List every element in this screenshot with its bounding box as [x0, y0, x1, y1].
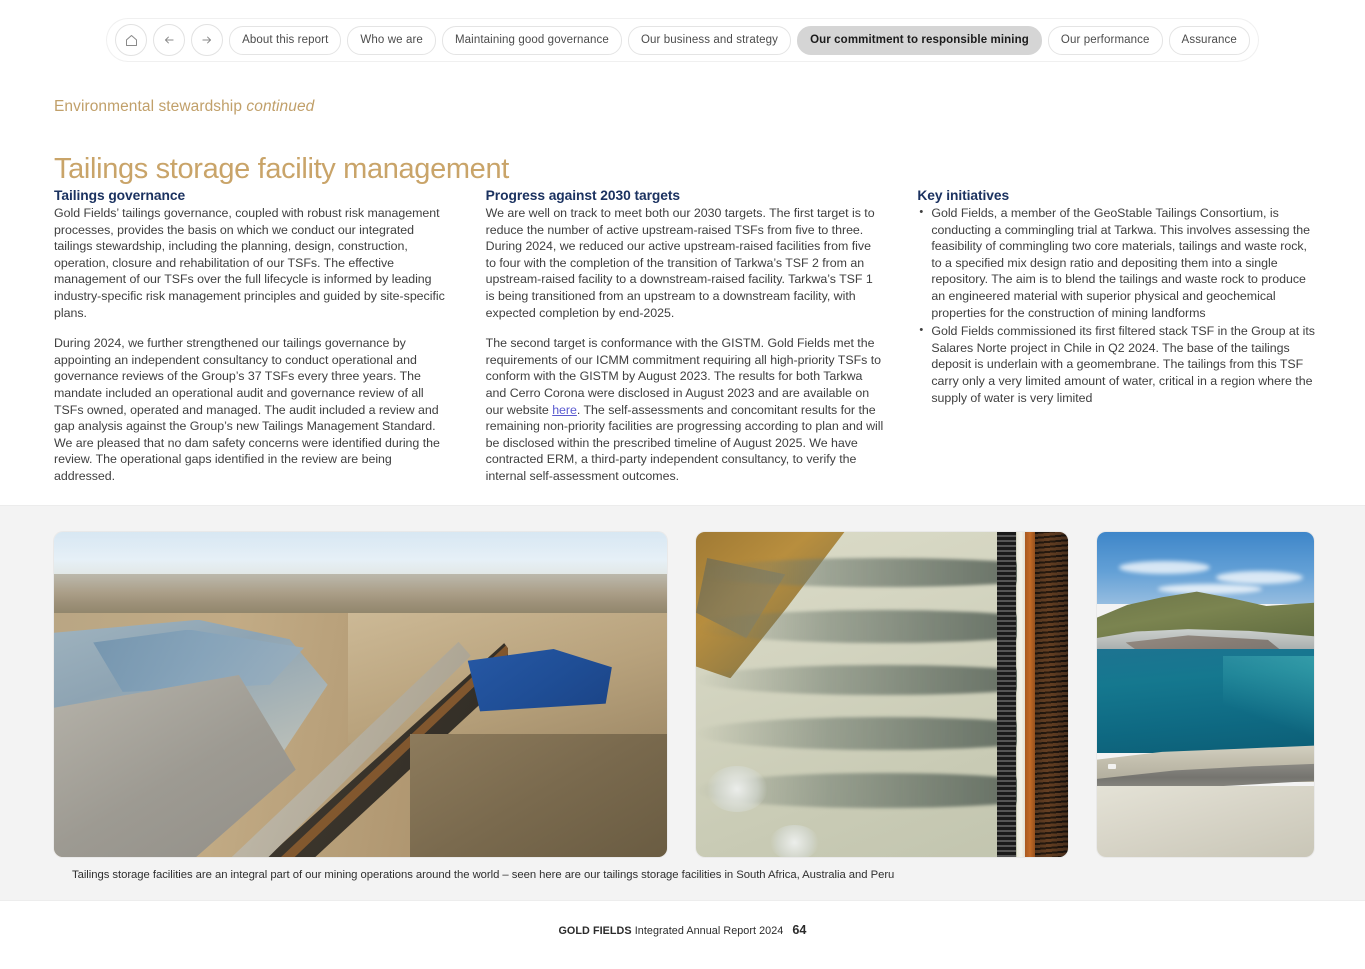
nav-tab-who-we-are[interactable]: Who we are: [347, 26, 436, 55]
footer-text: [558, 923, 806, 937]
home-button[interactable]: [115, 24, 147, 56]
photo1-atmospheric-haze: [54, 532, 667, 857]
tailings-governance-paragraph-1: Gold Fields’ tailings governance, coupled with robust risk management processes, provides the basis on which we conduct our integrated tailings stewardship, including the planning, design, construction, operation, closure and rehabilitation of our TSFs. The effective management of our TSFs over the full lifecycle is informed by leading industry-specific risk management principles and guided by site-specific plans.: [54, 206, 445, 320]
nav-tab-assurance[interactable]: Assurance: [1169, 26, 1250, 55]
photo-australia-tailings: [696, 532, 1068, 857]
back-button[interactable]: [153, 24, 185, 56]
section-kicker-continued: continued: [246, 98, 315, 115]
arrow-left-icon: [162, 33, 176, 47]
column-heading-tailings-governance: Tailings governance: [54, 188, 186, 203]
nav-tab-maintaining-good-governance[interactable]: Maintaining good governance: [442, 26, 622, 55]
section-kicker: [54, 98, 314, 116]
page-title: Tailings storage facility management: [54, 153, 509, 185]
nav-pill-group: [107, 19, 1258, 61]
top-navigation-bar: [0, 0, 1365, 80]
photo-caption: Tailings storage facilities are an integral part of our mining operations around the world – seen here are our tailings storage facilities in South Africa, Australia and Peru: [72, 869, 895, 881]
column-heading-progress-2030: Progress against 2030 targets: [485, 188, 680, 203]
list-item: • Gold Fields commissioned its first filtered stack TSF in the Group at its Salares Norte project in Chile in Q2 2024. The base of the tailings deposit is underlain with a geomembrane. The tailings from this TSF carry only a very limited amount of water, critical in a region where the supply of water is very limited: [917, 323, 1316, 406]
content-columns: [54, 188, 1316, 485]
website-here-link[interactable]: here: [552, 402, 577, 417]
photo2-embankment-haul-road: [1025, 532, 1035, 857]
nav-tab-our-commitment-to-responsible-mining[interactable]: Our commitment to responsible mining: [797, 26, 1042, 55]
photo2-embankment-dark: [997, 532, 1016, 857]
photo-south-africa-tailings: [54, 532, 667, 857]
photo3-cloud: [1216, 571, 1303, 584]
nav-tab-about-this-report[interactable]: About this report: [229, 26, 341, 55]
column-key-initiatives: [917, 188, 1316, 485]
nav-tab-our-performance[interactable]: Our performance: [1048, 26, 1163, 55]
photo-band: [0, 505, 1365, 901]
footer-page-number: 64: [792, 923, 807, 937]
list-item: • Gold Fields, a member of the GeoStable Tailings Consortium, is conducting a commingling trial at Tarkwa. This involves assessing the feasibility of commingling two core materials, tailings and waste rock, to a specified mix design ratio and depositing them into a single repository. The aim is to blend the tailings and waste rock to produce an engineered material with superior physical and geochemical properties for the construction of mining landforms: [917, 205, 1316, 321]
photo3-foreground-tailings: [1097, 786, 1314, 858]
photo-peru-tailings: [1097, 532, 1314, 857]
home-icon: [124, 33, 139, 48]
photo2-spigot-splat: [770, 825, 818, 858]
footer-brand: GOLD FIELDS: [558, 925, 632, 937]
column-tailings-governance: [54, 188, 453, 485]
page-footer: [0, 900, 1365, 969]
photo3-lake-highlight: [1223, 656, 1314, 741]
progress-paragraph-1: We are well on track to meet both our 2030 targets. The first target is to reduce the number of active upstream-raised TSFs from five to three. During 2024, we reduced our active upstream-raised facilities from five to four with the completion of the transition of Tarkwa’s TSF 2 from an upstream-raised facility to a downstream-raised facility. Tarkwa’s TSF 1 is being transitioned from an upstream to a downstream facility, with expected completion by end-2025.: [485, 206, 875, 320]
progress-paragraph-2-after-link: . The self-assessments and concomitant results for the remaining non-priority facilities are progressing according to plan and will be disclosed within the prescribed timeline of August 2025. We have contracted ERM, a third-party independent consultancy, to verify the internal self-assessment outcomes.: [485, 402, 884, 483]
photo-row: [54, 532, 1314, 857]
photo3-cloud: [1158, 584, 1262, 594]
column-heading-key-initiatives: Key initiatives: [917, 188, 1010, 203]
progress-paragraph-2: [486, 335, 885, 484]
arrow-right-icon: [200, 33, 214, 47]
section-kicker-text: Environmental stewardship: [54, 98, 247, 115]
progress-paragraph-2-before-link: The second target is conformance with the GISTM. Gold Fields met the requirements of our ICMM commitment requiring all high-priority TSFs to conform with the GISTM by August 2023. The results for both Tarkwa and Cerro Corona were disclosed in August 2023 and are available on our website: [485, 336, 881, 417]
key-initiatives-list: [917, 205, 1316, 406]
column-progress-against-2030-targets: [486, 188, 885, 485]
tailings-governance-paragraph-2: During 2024, we further strengthened our tailings governance by appointing an independent consultancy to conduct operational and governance reviews of the Group’s 37 TSFs every three years. The mandate included an operational audit and governance review of all TSFs owned, operated and managed. The audit included a review and gap analysis against the Group’s new Tailings Management Standard. We are pleased that no dam safety concerns were identified during the review. The operational gaps identified in the review are being addressed.: [54, 336, 440, 483]
photo2-waste-rock-edge: [1035, 532, 1068, 857]
forward-button[interactable]: [191, 24, 223, 56]
photo2-spigot-splat: [707, 766, 767, 812]
photo3-vehicle: [1108, 764, 1116, 769]
nav-tab-our-business-and-strategy[interactable]: Our business and strategy: [628, 26, 791, 55]
footer-report-title: Integrated Annual Report 2024: [631, 925, 784, 937]
